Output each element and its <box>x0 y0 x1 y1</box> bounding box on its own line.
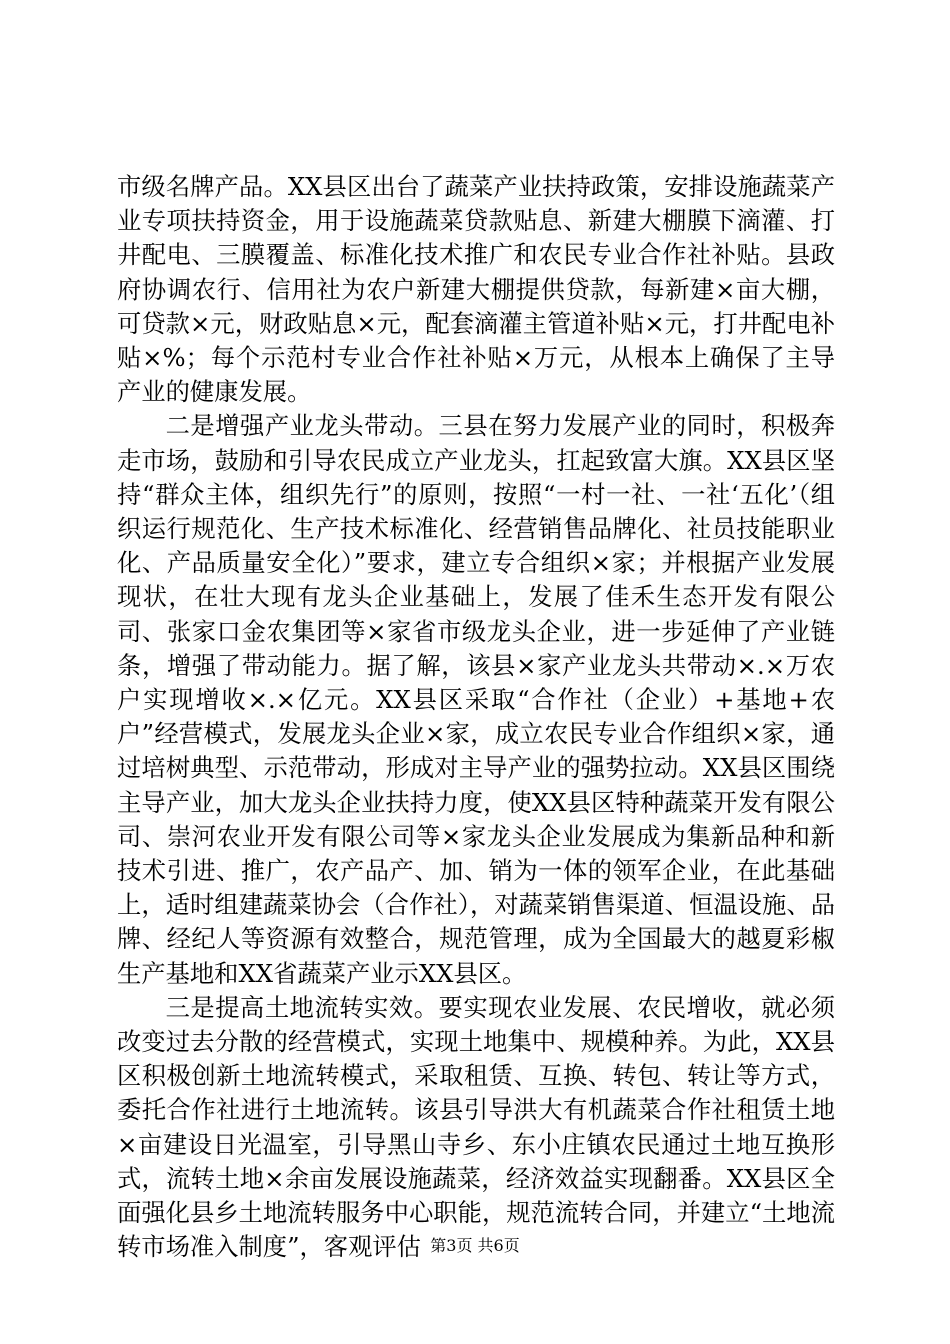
page-number-footer: 第3页 共6页 <box>430 1236 520 1255</box>
paragraph-3: 三是提高土地流转实效。要实现农业发展、农民增收，就必须改变过去分散的经营模式，实现土地集中、规模种养。为此，XX县区积极创新土地流转模式，采取租赁、互换、转包、转让等方式，委托合作社进行土地流转。该县引导洪大有机蔬菜合作社租赁土地×亩建设日光温室，引导黑山寺乡、东小庄镇农民通过土地互换形式，流转土地×余亩发展设施蔬菜，经济效益实现翻番。XX县区全面强化县乡土地流转服务中心职能，规范流转合同，并建立“土地流转市场准入制度”，客观评估 <box>117 992 835 1262</box>
paragraph-2: 二是增强产业龙头带动。三县在努力发展产业的同时，积极奔走市场，鼓励和引导农民成立产业龙头，扛起致富大旗。XX县区坚持“群众主体，组织先行”的原则，按照“一村一社、一社‘五化’（组织运行规范化、生产技术标准化、经营销售品牌化、社员技能职业化、产品质量安全化）”要求，建立专合组织×家；并根据产业发展现状，在壮大现有龙头企业基础上，发展了佳禾生态开发有限公司、张家口金农集团等×家省市级龙头企业，进一步延伸了产业链条，增强了带动能力。据了解，该县×家产业龙头共带动×.×万农户实现增收×.×亿元。XX县区采取“合作社（企业）+基地+农户”经营模式，发展龙头企业×家，成立农民专业合作组织×家，通过培树典型、示范带动，形成对主导产业的强势拉动。XX县区围绕主导产业，加大龙头企业扶持力度，使XX县区特种蔬菜开发有限公司、崇河农业开发有限公司等×家龙头企业发展成为集新品种和新技术引进、推广，农产品产、加、销为一体的领军企业，在此基础上，适时组建蔬菜协会（合作社），对蔬菜销售渠道、恒温设施、品牌、经纪人等资源有效整合，规范管理，成为全国最大的越夏彩椒生产基地和XX省蔬菜产业示XX县区。 <box>117 411 835 988</box>
paragraph-1: 市级名牌产品。XX县区出台了蔬菜产业扶持政策，安排设施蔬菜产业专项扶持资金，用于设施蔬菜贷款贴息、新建大棚膜下滴灌、打井配电、三膜覆盖、标准化技术推广和农民专业合作社补贴。县政府协调农行、信用社为农户新建大棚提供贷款，每新建×亩大棚，可贷款×元，财政贴息×元，配套滴灌主管道补贴×元，打井配电补贴×%；每个示范村专业合作社补贴×万元，从根本上确保了主导产业的健康发展。 <box>117 172 835 407</box>
document-body <box>117 170 835 1265</box>
